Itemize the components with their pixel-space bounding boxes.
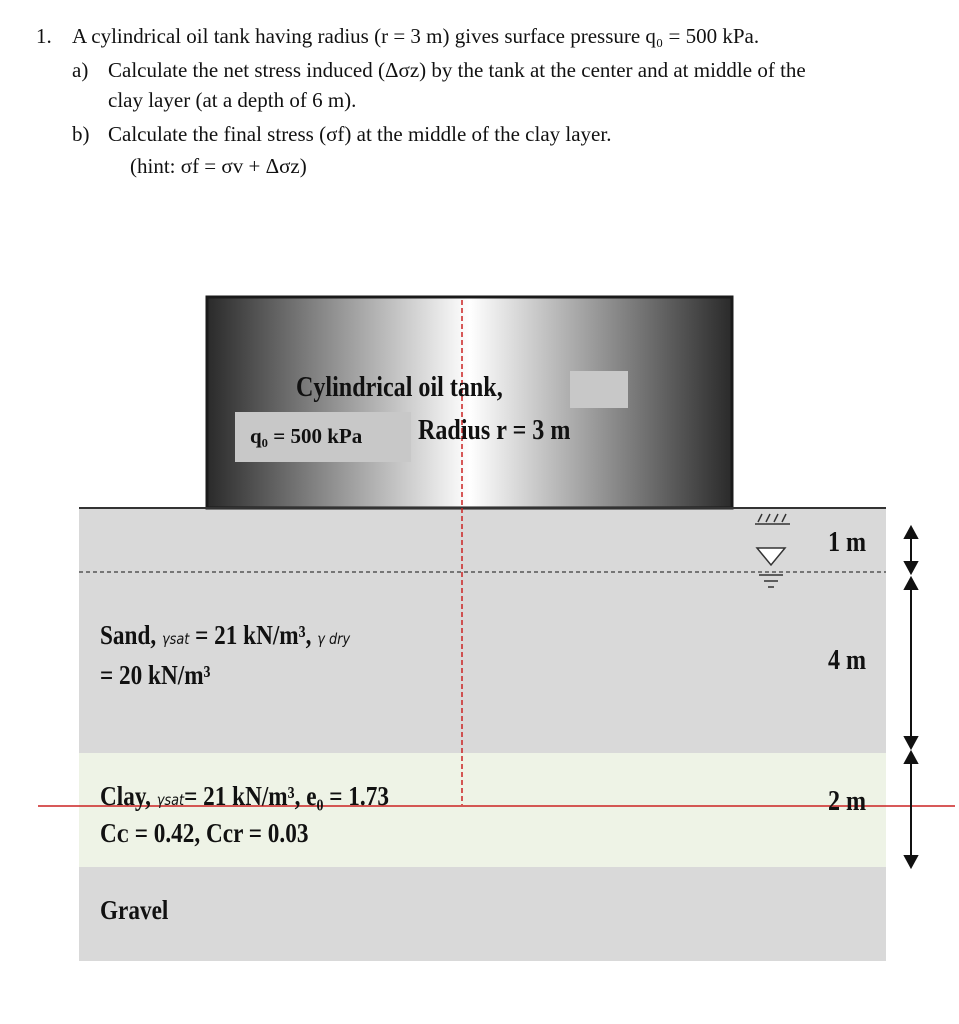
sand-label-a: Sand, <box>100 620 162 650</box>
dimension-1m-arrow <box>905 527 917 573</box>
question-number: 1. <box>36 24 52 48</box>
clay-label-b: = 21 kN/m³, e₀ = 1.73 <box>184 781 389 811</box>
dimension-4m-label: 4 m <box>828 645 867 676</box>
clay-properties-line1 <box>100 781 389 812</box>
tank-label-box-right <box>570 371 628 408</box>
clay-properties-line2: Cᴄ = 0.42, Ccr = 0.03 <box>100 818 309 848</box>
part-a-label: a) <box>72 58 89 82</box>
question-stem: A cylindrical oil tank having radius (r = 3 m) gives surface pressure q₀ = 500 kPa. <box>72 24 760 48</box>
part-a-text-line1: Calculate the net stress induced (Δσz) by the tank at the center and at middle of the <box>108 58 806 82</box>
part-a-text-line2: clay layer (at a depth of 6 m). <box>108 88 357 112</box>
sand-gamma-sat: γsat <box>161 630 190 648</box>
part-b-label: b) <box>72 122 90 146</box>
tank-radius-label: Radius r = 3 m <box>418 415 571 446</box>
sand-properties-line1 <box>100 620 350 651</box>
clay-label-a: Clay, <box>100 781 157 811</box>
gravel-layer <box>79 867 886 961</box>
dimension-1m-label: 1 m <box>828 527 867 558</box>
clay-gamma-sat: γsat <box>156 791 185 809</box>
hint-text: (hint: σf = σv + Δσz) <box>130 154 307 178</box>
gravel-label: Gravel <box>100 895 169 925</box>
sand-properties-line2: = 20 kN/m³ <box>100 660 211 690</box>
sand-label-b: = 21 kN/m³, <box>189 620 318 650</box>
tank-pressure-label: q₀ = 500 kPa <box>250 424 363 448</box>
tank-title: Cylindrical oil tank, <box>296 372 503 403</box>
dimension-2m-label: 2 m <box>828 786 867 817</box>
part-b-text-line1: Calculate the final stress (σf) at the middle of the clay layer. <box>108 122 612 146</box>
dimension-4m-arrow <box>905 578 917 748</box>
dimension-2m-arrow <box>905 752 917 867</box>
sand-gamma-dry: γ dry <box>317 630 351 648</box>
